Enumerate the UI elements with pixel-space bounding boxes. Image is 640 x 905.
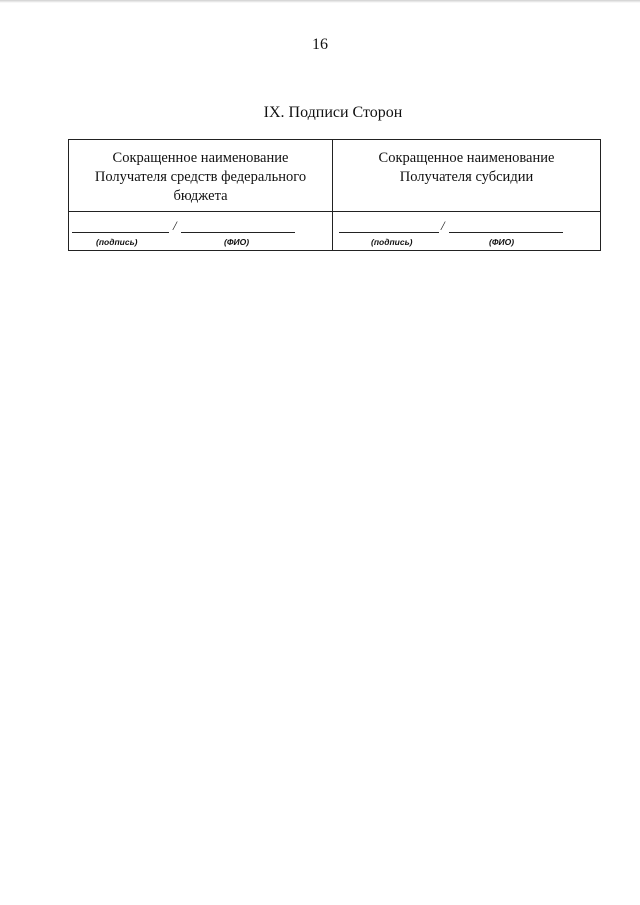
signatures-table bbox=[68, 139, 601, 251]
right-name-caption: (ФИО) bbox=[489, 237, 515, 247]
left-signature-cell bbox=[69, 212, 333, 251]
right-party-heading: Сокращенное наименование Получателя субсидии bbox=[378, 150, 555, 185]
signatures-sign-row bbox=[69, 212, 601, 251]
left-party-heading-cell bbox=[69, 140, 333, 212]
right-signature-caption: (подпись) bbox=[371, 237, 413, 247]
left-name-line[interactable] bbox=[181, 232, 295, 233]
right-separator: / bbox=[441, 218, 445, 233]
left-signature-caption: (подпись) bbox=[96, 237, 138, 247]
left-separator: / bbox=[173, 218, 177, 233]
right-signature-cell bbox=[333, 212, 601, 251]
right-name-line[interactable] bbox=[449, 232, 563, 233]
right-party-heading-cell bbox=[333, 140, 601, 212]
left-signature-line[interactable] bbox=[72, 232, 169, 233]
left-name-caption: (ФИО) bbox=[224, 237, 250, 247]
right-signature-line[interactable] bbox=[339, 232, 439, 233]
section-title: IX. Подписи Сторон bbox=[263, 104, 403, 121]
signatures-header-row bbox=[69, 140, 601, 212]
page-number: 16 bbox=[312, 36, 328, 53]
left-party-heading: Сокращенное наименование Получателя средств федерального бюджета bbox=[94, 150, 307, 204]
page-top-edge bbox=[0, 0, 640, 3]
